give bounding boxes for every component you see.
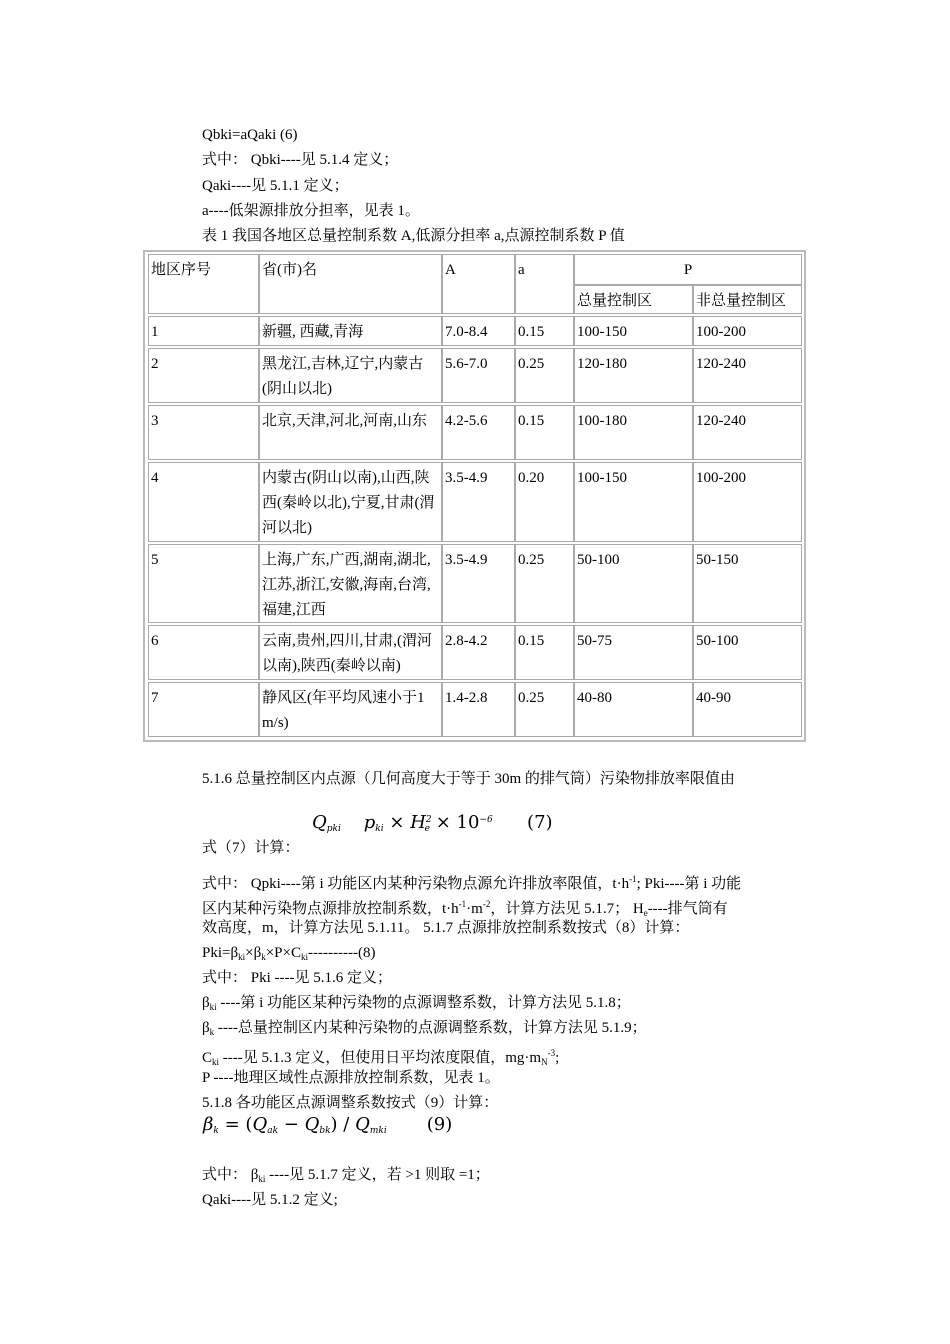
table-cell-p-total: 50-75 xyxy=(574,625,693,680)
header-p-non-total: 非总量控制区 xyxy=(693,285,802,314)
formula-7: $Q_{pki}$ $p_{ki} \times H^2_e \times 10^{-6}$ (7) xyxy=(312,812,553,834)
table-cell-p-total: 100-150 xyxy=(574,462,693,542)
table-cell-no: 1 xyxy=(148,316,259,346)
table-cell-p-total: 100-150 xyxy=(574,316,693,346)
table-cell-p-non-total: 100-200 xyxy=(693,316,802,346)
definition-cki: $C_{ki}$ ----见 5.1.3 定义，但使用日平均浓度限值，$mg\cdot m_N^{-3}$; xyxy=(202,1048,560,1067)
table-cell-province: 上海,广东,广西,湖南,湖北,江苏,浙江,安徽,海南,台湾,福建,江西 xyxy=(259,544,442,623)
table-cell-A: 5.6-7.0 xyxy=(442,348,515,403)
table-cell-a: 0.25 xyxy=(515,682,574,737)
table-cell-p-non-total: 40-90 xyxy=(693,682,802,737)
table-cell-p-total: 120-180 xyxy=(574,348,693,403)
section-5-1-8: 5.1.8 各功能区点源调整系数按式（9）计算： xyxy=(202,1095,499,1111)
table-cell-A: 2.8-4.2 xyxy=(442,625,515,680)
table-cell-province: 内蒙古(阴山以南),山西,陕西(秦岭以北),宁夏,甘肃(渭河以北) xyxy=(259,462,442,542)
table-cell-no: 7 xyxy=(148,682,259,737)
header-p-total: 总量控制区 xyxy=(574,285,693,314)
definition-beta-ki-limit: 式中： $\beta_{ki}$ ----见 5.1.7 定义，若 >1 则取 =1； xyxy=(202,1167,490,1184)
formula-9: $\beta_k = (Q_{ak} - Q_{bk}) / Q_{mki}$ (9) xyxy=(203,1114,453,1136)
header-a: a xyxy=(515,254,574,314)
calc-formula-7: 式（7）计算： xyxy=(202,840,300,856)
definition-beta-ki: $\beta_{ki}$ ----第 i 功能区某种污染物的点源调整系数，计算方法见 5.1.8； xyxy=(202,995,631,1012)
table-cell-province: 静风区(年平均风速小于1m/s) xyxy=(259,682,442,737)
header-province: 省(市)名 xyxy=(259,254,442,314)
header-region-no: 地区序号 xyxy=(148,254,259,314)
definition-qaki-2: Qaki----见 5.1.2 定义; xyxy=(202,1192,338,1208)
table-cell-a: 0.25 xyxy=(515,348,574,403)
table-cell-no: 2 xyxy=(148,348,259,403)
table-cell-no: 3 xyxy=(148,405,259,460)
formula-8: $Pki=\beta_{ki}\times\beta_k\times P\times C_{ki}----------(8)$ xyxy=(202,945,376,962)
header-P: P xyxy=(574,254,802,285)
paragraph-line-1: 式中： Qpki----第 i 功能区内某种污染物点源允许排放率限值，$t\cdot h^{-1}$; Pki----第 i 功能 xyxy=(202,874,742,892)
table-cell-p-total: 40-80 xyxy=(574,682,693,737)
table-caption: 表 1 我国各地区总量控制系数 A,低源分担率 a,点源控制系数 P 值 xyxy=(202,228,625,244)
table-cell-A: 4.2-5.6 xyxy=(442,405,515,460)
table-cell-p-non-total: 100-200 xyxy=(693,462,802,542)
paragraph-line-3: 效高度，m，计算方法见 5.1.11。 5.1.7 点源排放控制系数按式（8）计算： xyxy=(202,920,690,936)
table-cell-a: 0.25 xyxy=(515,544,574,623)
table-cell-A: 1.4-2.8 xyxy=(442,682,515,737)
definition-pki: 式中： Pki ----见 5.1.6 定义； xyxy=(202,970,392,986)
table-cell-p-non-total: 50-150 xyxy=(693,544,802,623)
table-cell-p-non-total: 50-100 xyxy=(693,625,802,680)
table-cell-province: 北京,天津,河北,河南,山东 xyxy=(259,405,442,460)
table-cell-p-non-total: 120-240 xyxy=(693,348,802,403)
table-cell-p-total: 50-100 xyxy=(574,544,693,623)
coefficient-table xyxy=(143,250,806,742)
header-A: A xyxy=(442,254,515,314)
definition-beta-k: $\beta_k$ ----总量控制区内某种污染物的点源调整系数，计算方法见 5.1.9； xyxy=(202,1020,647,1037)
table-cell-p-total: 100-180 xyxy=(574,405,693,460)
table-cell-province: 黑龙江,吉林,辽宁,内蒙古(阴山以北) xyxy=(259,348,442,403)
table-cell-no: 5 xyxy=(148,544,259,623)
table-cell-no: 4 xyxy=(148,462,259,542)
table-cell-a: 0.20 xyxy=(515,462,574,542)
table-cell-a: 0.15 xyxy=(515,405,574,460)
definition-p: P ----地理区域性点源排放控制系数，见表 1。 xyxy=(202,1070,500,1086)
table-cell-a: 0.15 xyxy=(515,625,574,680)
paragraph-line-2: 区内某种污染物点源排放控制系数，$t\cdot h^{-1}\cdot m^{-2}$，计算方法见 5.1.7； $H_e----$排气筒有 xyxy=(202,899,728,918)
definition-qbki: 式中： Qbki----见 5.1.4 定义； xyxy=(202,152,399,168)
definition-a: a----低架源排放分担率，见表 1。 xyxy=(202,203,420,219)
table-cell-province: 云南,贵州,四川,甘肃,(渭河以南),陕西(秦岭以南) xyxy=(259,625,442,680)
table-cell-A: 3.5-4.9 xyxy=(442,544,515,623)
definition-qaki: Qaki----见 5.1.1 定义； xyxy=(202,178,349,194)
table-cell-p-non-total: 120-240 xyxy=(693,405,802,460)
table-cell-A: 7.0-8.4 xyxy=(442,316,515,346)
section-5-1-6: 5.1.6 总量控制区内点源（几何高度大于等于 30m 的排气筒）污染物排放率限值由 xyxy=(202,771,735,787)
formula-6: Qbki=aQaki (6) xyxy=(202,127,298,143)
table-cell-province: 新疆, 西藏,青海 xyxy=(259,316,442,346)
table-cell-no: 6 xyxy=(148,625,259,680)
table-cell-a: 0.15 xyxy=(515,316,574,346)
table-cell-A: 3.5-4.9 xyxy=(442,462,515,542)
